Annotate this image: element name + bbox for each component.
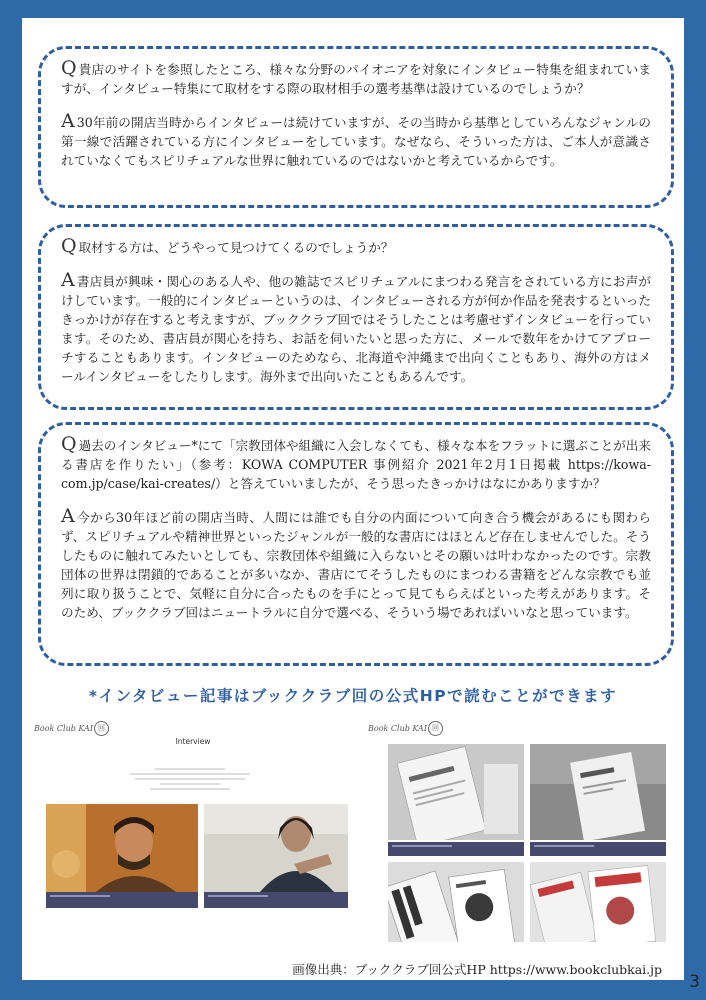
logo-mark-icon: 回 <box>94 721 109 736</box>
site-logo: Book Club KAI <box>368 724 427 733</box>
magazine-cover-3 <box>388 862 524 942</box>
q-letter: Q <box>61 235 77 257</box>
magazine-cover-4 <box>530 862 666 942</box>
question-1 <box>61 59 651 98</box>
answer-text: 30年前の開店当時からインタビューは続けていますが、その当時から基準としていろんなジャンルの第一線で活躍されている方にインタビューをしています。なぜなら、そういった方は、ご本人が意識されていなくてもスピリチュアルな世界に触れているのではないかと考えているからです。 <box>61 115 651 168</box>
note-heading: *インタビュー記事はブッククラブ回の公式HPで読むことができます <box>88 687 618 705</box>
interviewee-photo-1 <box>46 804 198 892</box>
answer-3 <box>61 507 651 622</box>
answer-1 <box>61 112 651 170</box>
logo-mark-icon: 回 <box>428 721 443 736</box>
qa-box-3 <box>38 422 674 666</box>
magazine-page-screenshot <box>364 718 678 944</box>
page <box>22 18 684 980</box>
question-text: 取材する方は、どうやって見つけてくるのでしょうか？ <box>78 240 394 255</box>
newsletter-cover-1 <box>388 744 524 840</box>
site-logo: Book Club KAI <box>34 724 93 733</box>
image-source-credit: 画像出典：ブッククラブ回公式HP https://www.bookclubkai.jp <box>292 962 662 977</box>
interview-title: Interview <box>175 737 211 746</box>
caption-bar-2 <box>204 892 348 908</box>
question-2 <box>61 237 651 257</box>
answer-2 <box>61 271 651 386</box>
caption-bar-4 <box>530 842 666 856</box>
question-text: 過去のインタビュー*にて「宗教団体や組織に入会しなくても、様々な本をフラットに選ぶことが出来る書店を作りたい」（参考：KOWA COMPUTER 事例紹介 2021年2月1日掲載 https://kowa-com.jp/case/kai-creates/）と答えていいましたが、そう思ったきっかけはなにかありますか？ <box>61 438 651 491</box>
a-letter: A <box>61 110 75 132</box>
question-3 <box>61 435 651 493</box>
q-letter: Q <box>61 57 77 79</box>
qa-box-2 <box>38 224 674 410</box>
q-letter: Q <box>61 433 77 455</box>
newsletter-cover-2 <box>530 744 666 840</box>
qa-box-1 <box>38 46 674 208</box>
intro-text-lines <box>125 768 255 793</box>
caption-bar-1 <box>46 892 198 908</box>
interviewee-photo-2 <box>204 804 348 892</box>
answer-text: 今から30年ほど前の開店当時、人間には誰でも自分の内面について向き合う機会があるにも関わらず、スピリチュアルや精神世界といったジャンルが一般的な書店にはほとんど存在しませんでした。そうしたものに触れてみたいとしても、宗教団体や組織に入らないとその願いは叶わなかったのです。宗教団体の世界は閉鎖的であることが多いなか、書店にてそうしたものにまつわる書籍をどんな宗教でも並列に取り扱うことで、気軽に自分に合ったものを手にとって見てもらえばといった考えがあります。そのため、ブッククラブ回はニュートラルに自分で選べる、そういう場であればいいなと思っています。 <box>61 510 651 620</box>
interview-page-screenshot <box>30 718 356 918</box>
a-letter: A <box>61 269 75 291</box>
question-text: 貴店のサイトを参照したところ、様々な分野のパイオニアを対象にインタビュー特集を組まれていますが、インタビュー特集にて取材をする際の取材相手の選考基準は設けているのでしょうか？ <box>61 62 651 96</box>
page-number: 3 <box>689 972 700 992</box>
answer-text: 書店員が興味・関心のある人や、他の雑誌でスピリチュアルにまつわる発言をされている方にお声がけしています。一般的にインタビューというのは、インタビューされる方が何か作品を発表するといったきっかけが存在すると考えますが、ブッククラブ回ではそうしたことは考慮せずインタビューを行っています。そのため、書店員が関心を持ち、お話を伺いたいと思った方に、メールで数年をかけてアプローチすることもあります。インタビューのためなら、北海道や沖縄まで出向くこともあり、海外の方はメールインタビューをしたりします。海外まで出向いたこともあるんです。 <box>61 274 651 384</box>
caption-bar-3 <box>388 842 524 856</box>
a-letter: A <box>61 505 75 527</box>
